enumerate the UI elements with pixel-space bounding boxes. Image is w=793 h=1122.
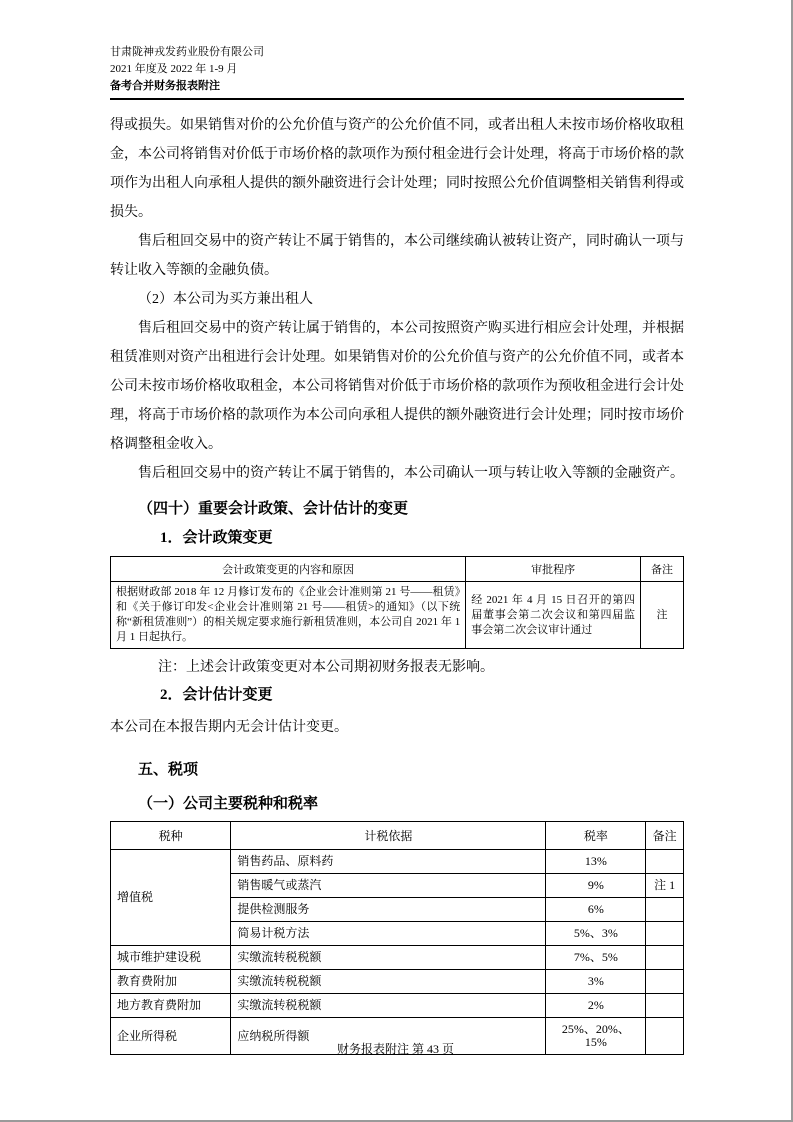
table-header-row bbox=[111, 822, 684, 850]
column-header-note: 备注 bbox=[641, 557, 684, 582]
column-header-approval: 审批程序 bbox=[466, 557, 641, 582]
report-period: 2021 年度及 2022 年 1-9 月 bbox=[110, 63, 238, 75]
subsection-heading-estimate-change: 2．会计估计变更 bbox=[160, 687, 273, 703]
company-name: 甘肃陇神戎发药业股份有限公司 bbox=[110, 46, 264, 58]
table-header-row bbox=[111, 557, 684, 582]
cell-tax-rate: 2% bbox=[546, 994, 646, 1018]
column-header-note: 备注 bbox=[646, 822, 684, 850]
table-row bbox=[111, 994, 684, 1018]
policy-change-table bbox=[110, 556, 684, 649]
cell-tax-basis: 实缴流转税税额 bbox=[231, 970, 546, 994]
cell-tax-basis: 提供检测服务 bbox=[231, 898, 546, 922]
cell-tax-rate: 3% bbox=[546, 970, 646, 994]
body-text bbox=[110, 111, 684, 488]
cell-tax-type: 企业所得税 bbox=[111, 1018, 231, 1055]
cell-tax-rate: 5%、3% bbox=[546, 922, 646, 946]
cell-note bbox=[646, 850, 684, 874]
table-footnote: 注：上述会计政策变更对本公司期初财务报表无影响。 bbox=[158, 660, 494, 675]
paragraph-continuation: 得或损失。如果销售对价的公允价值与资产的公允价值不同，或者出租人未按市场价格收取租金，本公司将销售对价低于市场价格的款项作为预付租金进行会计处理，将高于市场价格的款项作为出租人向承租人提供的额外融资进行会计处理；同时按照公允价值调整相关销售利得或损失。 bbox=[110, 118, 684, 220]
cell-tax-type: 城市维护建设税 bbox=[111, 946, 231, 970]
page-footer bbox=[0, 1040, 791, 1057]
cell-tax-type: 地方教育费附加 bbox=[111, 994, 231, 1018]
tax-rate-table bbox=[110, 821, 684, 1055]
cell-tax-rate: 9% bbox=[546, 874, 646, 898]
document-header bbox=[110, 44, 684, 100]
cell-tax-basis: 实缴流转税税额 bbox=[231, 994, 546, 1018]
cell-note bbox=[646, 970, 684, 994]
column-header-tax-basis: 计税依据 bbox=[231, 822, 546, 850]
subsection-heading-policy-change: 1．会计政策变更 bbox=[160, 530, 273, 546]
cell-note: 注 1 bbox=[646, 874, 684, 898]
cell-note: 注 bbox=[641, 582, 684, 649]
column-header-tax-type: 税种 bbox=[111, 822, 231, 850]
cell-note bbox=[646, 898, 684, 922]
cell-tax-type: 教育费附加 bbox=[111, 970, 231, 994]
column-header-content: 会计政策变更的内容和原因 bbox=[111, 557, 466, 582]
cell-tax-basis: 销售暖气或蒸汽 bbox=[231, 874, 546, 898]
paragraph: 售后租回交易中的资产转让不属于销售的，本公司确认一项与转让收入等额的金融资产。 bbox=[138, 466, 684, 481]
cell-tax-rate: 25%、20%、15% bbox=[546, 1018, 646, 1055]
cell-tax-basis: 销售药品、原料药 bbox=[231, 850, 546, 874]
section-heading-tax: 五、税项 bbox=[138, 762, 199, 778]
cell-tax-basis: 应纳税所得额 bbox=[231, 1018, 546, 1055]
cell-note bbox=[646, 922, 684, 946]
table-row bbox=[111, 946, 684, 970]
table-row bbox=[111, 850, 684, 874]
cell-policy-content: 根据财政部 2018 年 12 月修订发布的《企业会计准则第 21 号——租赁》和《关于修订印发<企业会计准则第 21 号——租赁>的通知》（以下统称“新租赁准则”）的相关规定要求施行新租赁准则，本公司自 2021 年 1 月 1 日起执行。 bbox=[111, 582, 466, 649]
cell-note bbox=[646, 994, 684, 1018]
column-header-tax-rate: 税率 bbox=[546, 822, 646, 850]
paragraph: 本公司在本报告期内无会计估计变更。 bbox=[110, 720, 348, 735]
table-row bbox=[111, 970, 684, 994]
cell-tax-rate: 7%、5% bbox=[546, 946, 646, 970]
cell-note bbox=[646, 946, 684, 970]
document-title: 备考合并财务报表附注 bbox=[110, 80, 220, 92]
paragraph: 售后租回交易中的资产转让不属于销售的，本公司继续确认被转让资产，同时确认一项与转让收入等额的金融负债。 bbox=[110, 234, 684, 278]
page-content bbox=[110, 44, 684, 1055]
paragraph: （2）本公司为买方兼出租人 bbox=[138, 292, 313, 307]
cell-tax-rate: 6% bbox=[546, 898, 646, 922]
section-heading-accounting-change: （四十）重要会计政策、会计估计的变更 bbox=[138, 501, 409, 517]
subsection-heading-tax-rates: （一）公司主要税种和税率 bbox=[138, 796, 319, 812]
paragraph: 售后租回交易中的资产转让属于销售的，本公司按照资产购买进行相应会计处理，并根据租赁准则对资产出租进行会计处理。如果销售对价的公允价值与资产的公允价值不同，或者本公司未按市场价格收取租金，本公司将销售对价低于市场价格的款项作为预收租金进行会计处理，将高于市场价格的款项作为本公司向承租人提供的额外融资进行会计处理；同时按市场价格调整租金收入。 bbox=[110, 321, 684, 452]
cell-tax-basis: 实缴流转税税额 bbox=[231, 946, 546, 970]
footer-page-label: 财务报表附注 第 43 页 bbox=[336, 1042, 454, 1056]
cell-tax-type: 增值税 bbox=[111, 850, 231, 946]
cell-approval-procedure: 经 2021 年 4 月 15 日召开的第四届董事会第二次会议和第四届监事会第二次会议审计通过 bbox=[466, 582, 641, 649]
cell-tax-basis: 简易计税方法 bbox=[231, 922, 546, 946]
table-row bbox=[111, 582, 684, 649]
cell-tax-rate: 13% bbox=[546, 850, 646, 874]
